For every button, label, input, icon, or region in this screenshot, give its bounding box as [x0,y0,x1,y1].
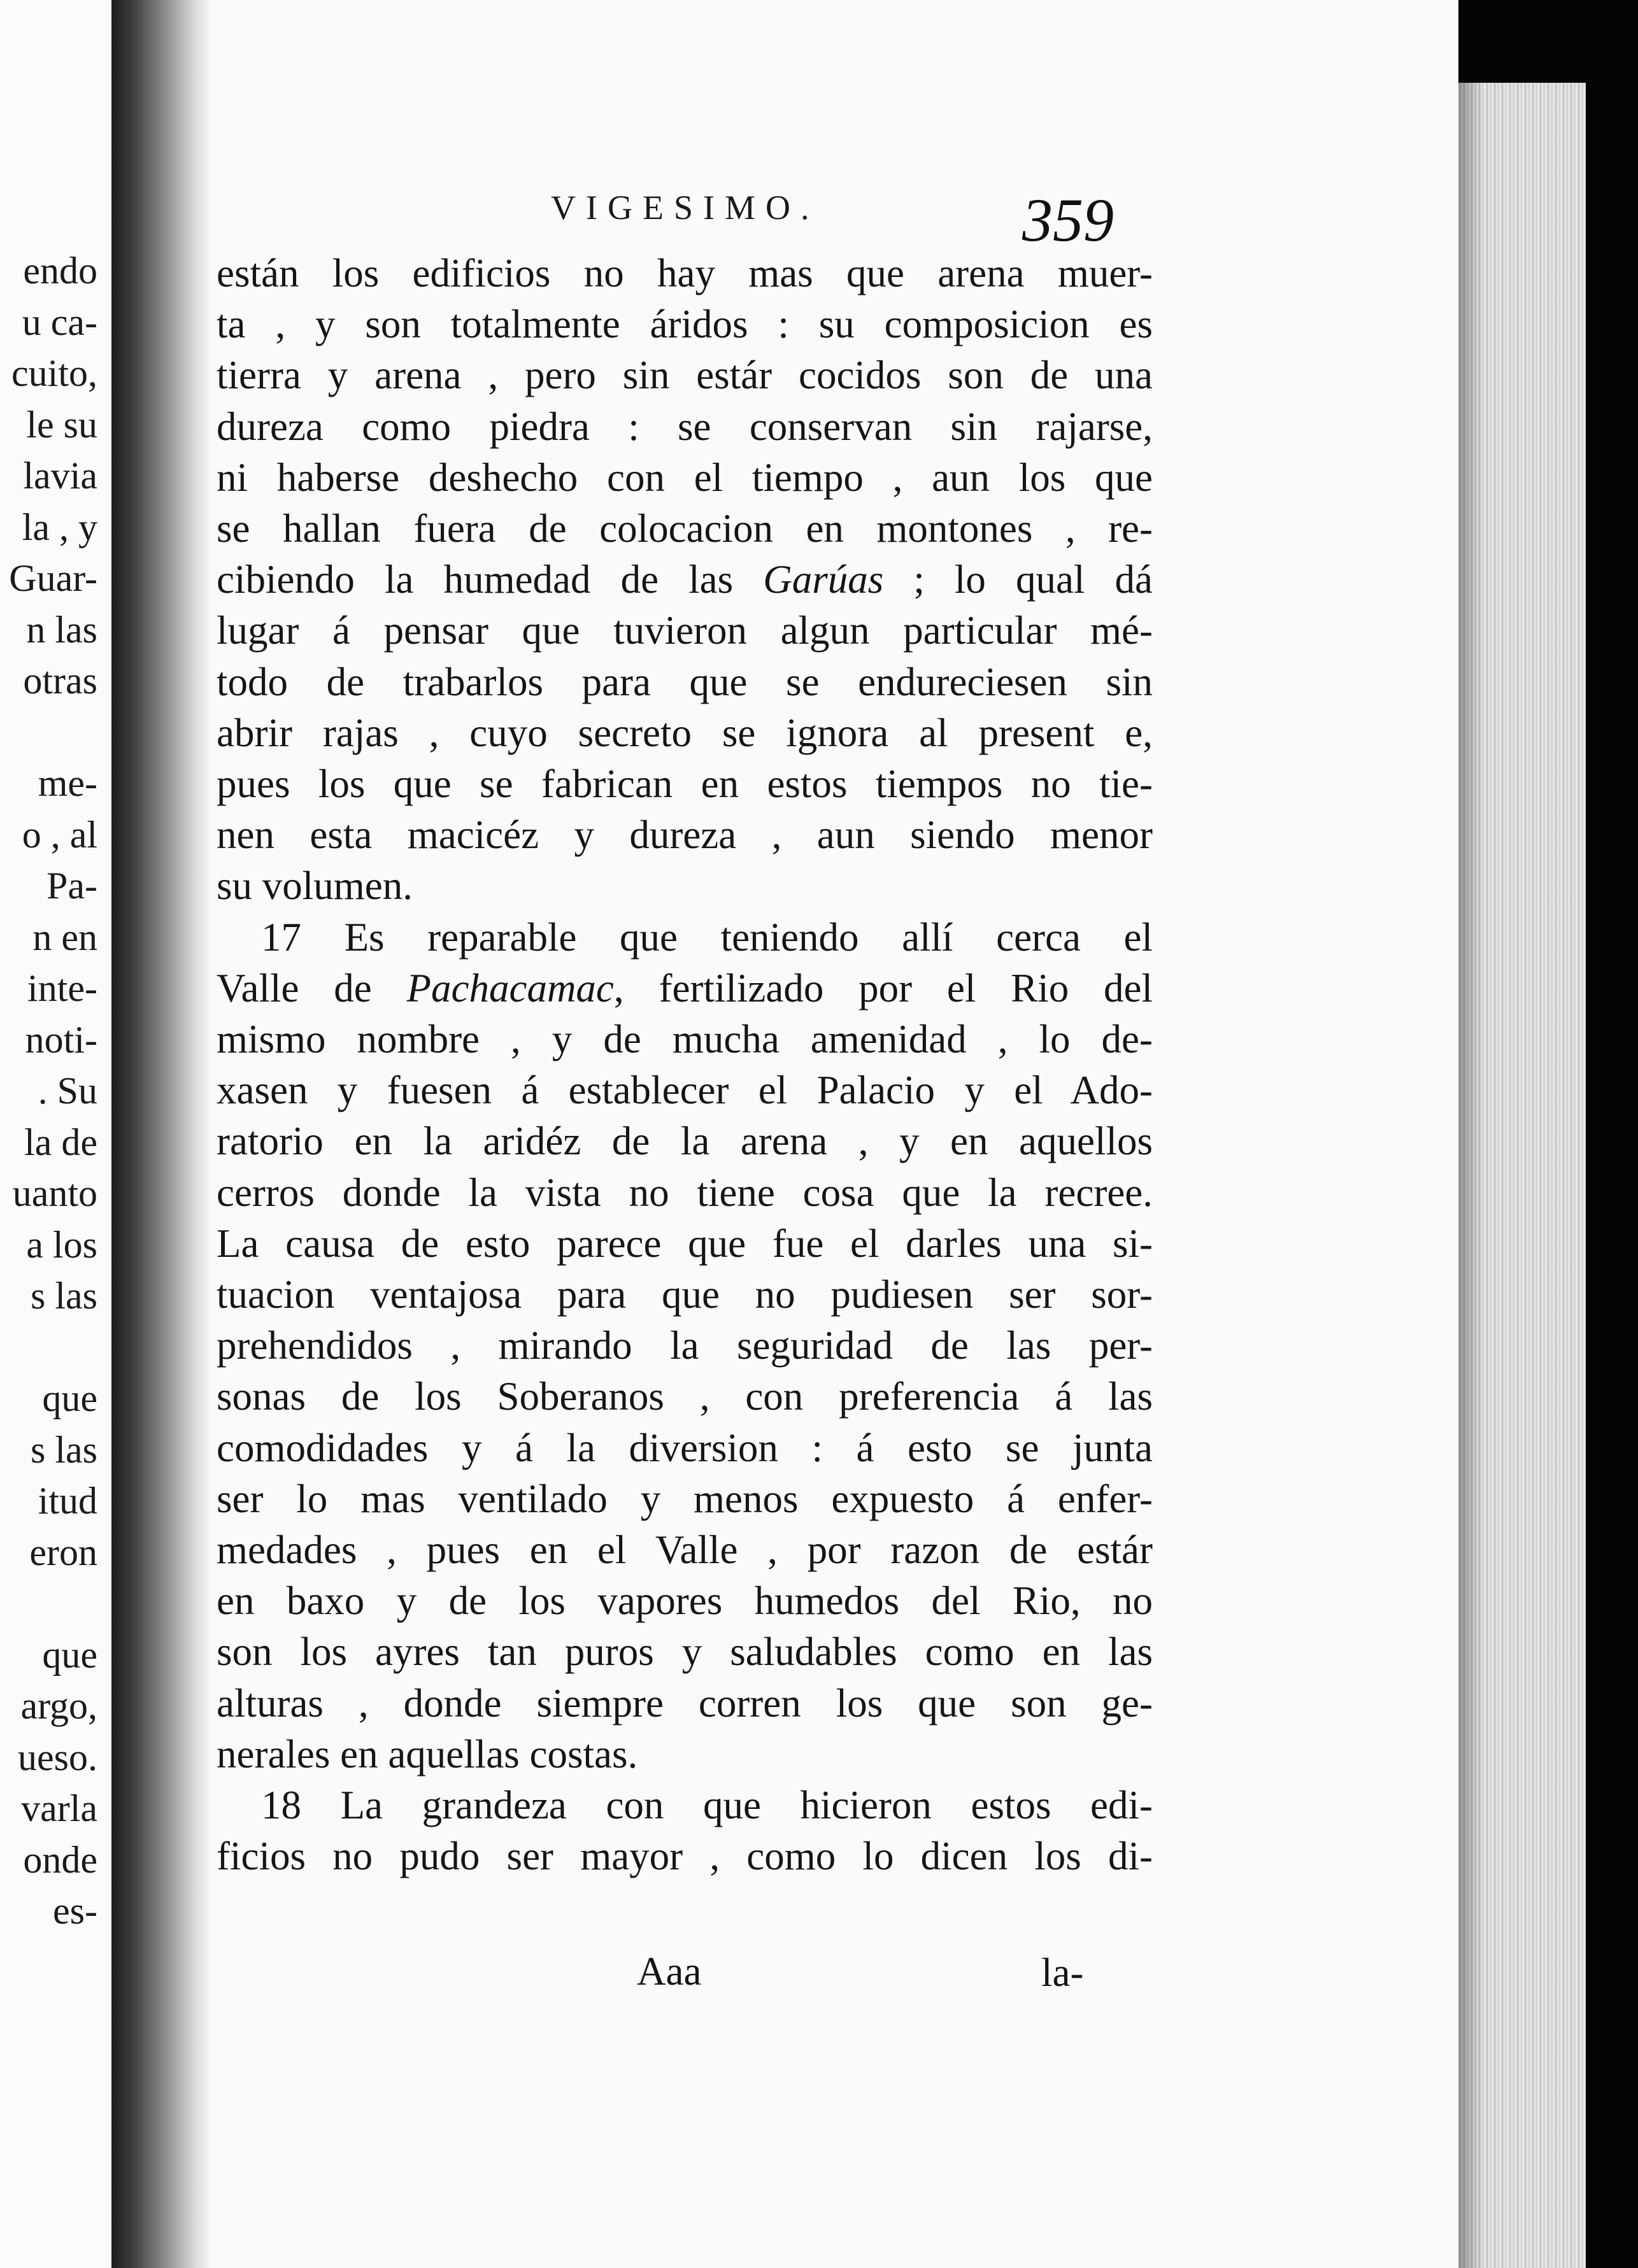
left-page-fragment: s las [31,1428,97,1471]
left-page-fragment: ueso. [18,1736,97,1778]
italic-term: Garúas [763,557,884,602]
left-page-fragment: es- [53,1890,97,1932]
text-line: cerros donde la vista no tiene cosa que la recree. [217,1170,1153,1215]
page-number: 359 [1022,186,1114,254]
text-line: xasen y fuesen á establecer el Palacio y el Ado- [217,1068,1153,1113]
left-page-fragment: otras [23,660,97,702]
left-page-fragment: Pa- [46,865,97,907]
left-page-fragment: n en [32,916,97,958]
text-line: ratorio en la aridéz de la arena , y en aquellos [217,1119,1153,1164]
left-facing-page [0,0,111,2268]
text-line [217,557,1153,602]
text-line-part: cibiendo la humedad de las [217,557,764,602]
text-line: ser lo mas ventilado y menos expuesto á enfer- [217,1476,1153,1521]
text-line: mismo nombre , y de mucha amenidad , lo de- [217,1017,1153,1061]
catchword: la- [1041,1950,1084,1995]
running-head-title: VIGESIMO. [551,188,820,227]
italic-term: Pachacamac [406,965,614,1010]
text-line: todo de trabarlos para que se endureciesen sin [217,659,1153,704]
text-line: 18 La grandeza con que hicieron estos edi- [261,1783,1153,1827]
left-page-fragment: uanto [12,1172,97,1214]
left-page-fragment: s las [31,1275,97,1317]
left-page-fragment: o , al [22,813,97,856]
text-line: en baxo y de los vapores humedos del Rio, no [217,1578,1153,1624]
left-page-fragment: la de [24,1121,97,1163]
left-page-fragment: noti- [25,1018,97,1061]
left-page-fragment: Guar- [9,557,97,599]
page-edges-shadow [1458,83,1484,2268]
left-page-fragment: . Su [38,1070,97,1112]
signature-mark: Aaa [637,1949,702,1994]
text-line: sonas de los Soberanos , con preferencia á las [217,1374,1153,1419]
text-line: ficios no pudo ser mayor , como lo dicen los di- [217,1834,1153,1879]
text-line: están los edificios no hay mas que arena muer- [217,251,1153,295]
left-page-fragment: argo, [20,1685,97,1727]
left-page-fragment: lavia [23,455,97,497]
text-line: alturas , donde siempre corren los que son ge- [217,1680,1153,1726]
text-line: nerales en aquellas costas. [217,1731,638,1776]
left-page-fragment: la , y [22,506,97,548]
left-page-fragment: varla [21,1787,97,1829]
left-page-fragment: n las [26,608,97,651]
text-line [217,965,1153,1010]
text-line: abrir rajas , cuyo secreto se ignora al present e, [217,710,1153,755]
text-line: lugar á pensar que tuvieron algun particular mé- [217,608,1153,653]
text-line: 17 Es reparable que teniendo allí cerca el [261,914,1153,960]
text-line-part: Valle de [217,965,407,1010]
text-line: pues los que se fabrican en estos tiempos no tie- [217,762,1153,806]
text-line: se hallan fuera de colocacion en montones , re- [217,506,1153,551]
text-line: prehendidos , mirando la seguridad de las per- [217,1323,1153,1368]
text-line: La causa de esto parece que fue el darles una si- [217,1221,1153,1266]
left-page-fragment: a los [26,1223,97,1266]
left-page-fragment: inte- [27,967,97,1009]
left-page-fragment: u ca- [22,301,97,343]
left-page-fragment: que [42,1633,97,1676]
running-head [0,0,1638,267]
text-line: ta , y son totalmente áridos : su composicion es [217,302,1153,347]
left-page-fragment: que [42,1377,97,1419]
text-line-part: , fertilizado por el Rio del [613,965,1153,1010]
text-line: son los ayres tan puros y saludables como en las [217,1629,1153,1675]
left-page-fragment: cuito, [11,352,97,394]
text-line: ni haberse deshecho con el tiempo , aun los que [217,455,1153,500]
text-line: nen esta macicéz y dureza , aun siendo menor [217,812,1153,858]
text-line: medades , pues en el Valle , por razon de estár [217,1527,1153,1572]
left-page-fragment: onde [23,1838,97,1881]
text-line-part: ; lo qual dá [883,557,1153,602]
text-line: tierra y arena , pero sin estár cocidos son de una [217,353,1153,398]
left-page-fragment: me- [38,762,97,804]
text-line: dureza como piedra : se conservan sin rajarse, [217,404,1153,449]
left-page-fragment: le su [26,403,97,446]
text-line: comodidades y á la diversion : á esto se junta [217,1425,1153,1470]
left-page-fragment: eron [29,1531,97,1573]
text-line: su volumen. [217,863,413,909]
text-line: tuacion ventajosa para que no pudiesen ser sor- [217,1272,1153,1317]
book-gutter-shadow [111,0,210,2268]
left-page-fragment: endo [23,250,97,292]
left-page-fragment: itud [38,1480,97,1522]
